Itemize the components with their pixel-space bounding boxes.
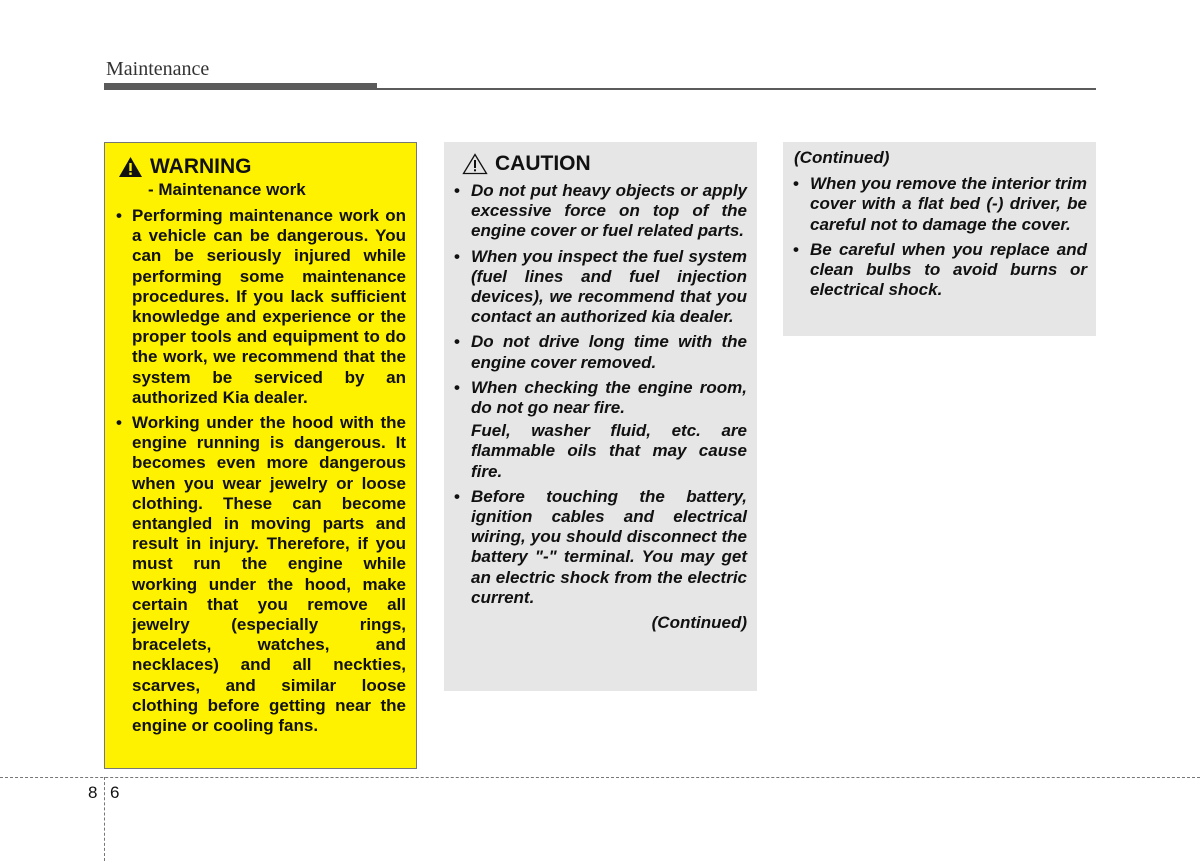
caution-item: • Do not drive long time with the engine cover removed. bbox=[454, 332, 747, 372]
warning-item: • Performing maintenance work on a vehicle can be dangerous. You can be seriously injured while performing some maintenance procedures. If you lack sufficient knowledge and experience or the proper tools and equipment to do the work, we recommend that the system be serviced by an authorized Kia dealer. bbox=[116, 206, 406, 408]
caution-title: CAUTION bbox=[495, 152, 591, 175]
section-title: Maintenance bbox=[106, 58, 210, 80]
continued-label: (Continued) bbox=[794, 148, 890, 167]
warning-list bbox=[116, 206, 406, 736]
caution-item: • When checking the engine room, do not go near fire. Fuel, washer fluid, etc. are flammable oils that may cause fire. bbox=[454, 378, 747, 482]
header-rule-thin bbox=[377, 88, 1096, 90]
footer-dashed-line bbox=[0, 777, 1200, 778]
caution-item: • Do not put heavy objects or apply excessive force on top of the engine cover or fuel related parts. bbox=[454, 181, 747, 242]
continued-item: • When you remove the interior trim cover with a flat bed (-) driver, be careful not to damage the cover. bbox=[793, 174, 1087, 235]
continued-list bbox=[793, 174, 1087, 300]
header-rule-thick bbox=[104, 83, 377, 90]
continued-box bbox=[783, 142, 1096, 336]
page-chapter-number: 8 bbox=[88, 783, 98, 802]
caution-list bbox=[454, 181, 747, 608]
page-number: 6 bbox=[110, 783, 120, 802]
caution-continued: (Continued) bbox=[651, 613, 747, 633]
warning-triangle-icon bbox=[118, 156, 143, 178]
warning-box bbox=[104, 142, 417, 769]
caution-header bbox=[462, 152, 747, 176]
warning-item: • Working under the hood with the engine running is dangerous. It becomes even more dangerous when you wear jewelry or loose clothing. These can become entangled in moving parts and result in injury. Therefore, if you must run the engine while working under the hood, make certain that you remove all jewelry (especially rings, bracelets, watches, and necklaces) and all neckties, scarves, and similar loose clothing before getting near the engine or cooling fans. bbox=[116, 413, 406, 736]
caution-item: • When you inspect the fuel system (fuel lines and fuel injection devices), we recommend that you contact an authorized kia dealer. bbox=[454, 247, 747, 328]
warning-subtitle: - Maintenance work bbox=[148, 180, 306, 199]
caution-item-extra: Fuel, washer fluid, etc. are flammable oils that may cause fire. bbox=[471, 421, 747, 481]
caution-triangle-icon bbox=[462, 153, 488, 175]
continued-item: • Be careful when you replace and clean bulbs to avoid burns or electrical shock. bbox=[793, 240, 1087, 301]
warning-header bbox=[118, 155, 406, 179]
caution-box bbox=[444, 142, 757, 691]
warning-title: WARNING bbox=[150, 155, 252, 178]
caution-item: • Before touching the battery, ignition cables and electrical wiring, you should disconnect the battery "-" terminal. You may get an electric shock from the electric current. bbox=[454, 487, 747, 608]
footer-dashed-divider bbox=[104, 777, 105, 861]
